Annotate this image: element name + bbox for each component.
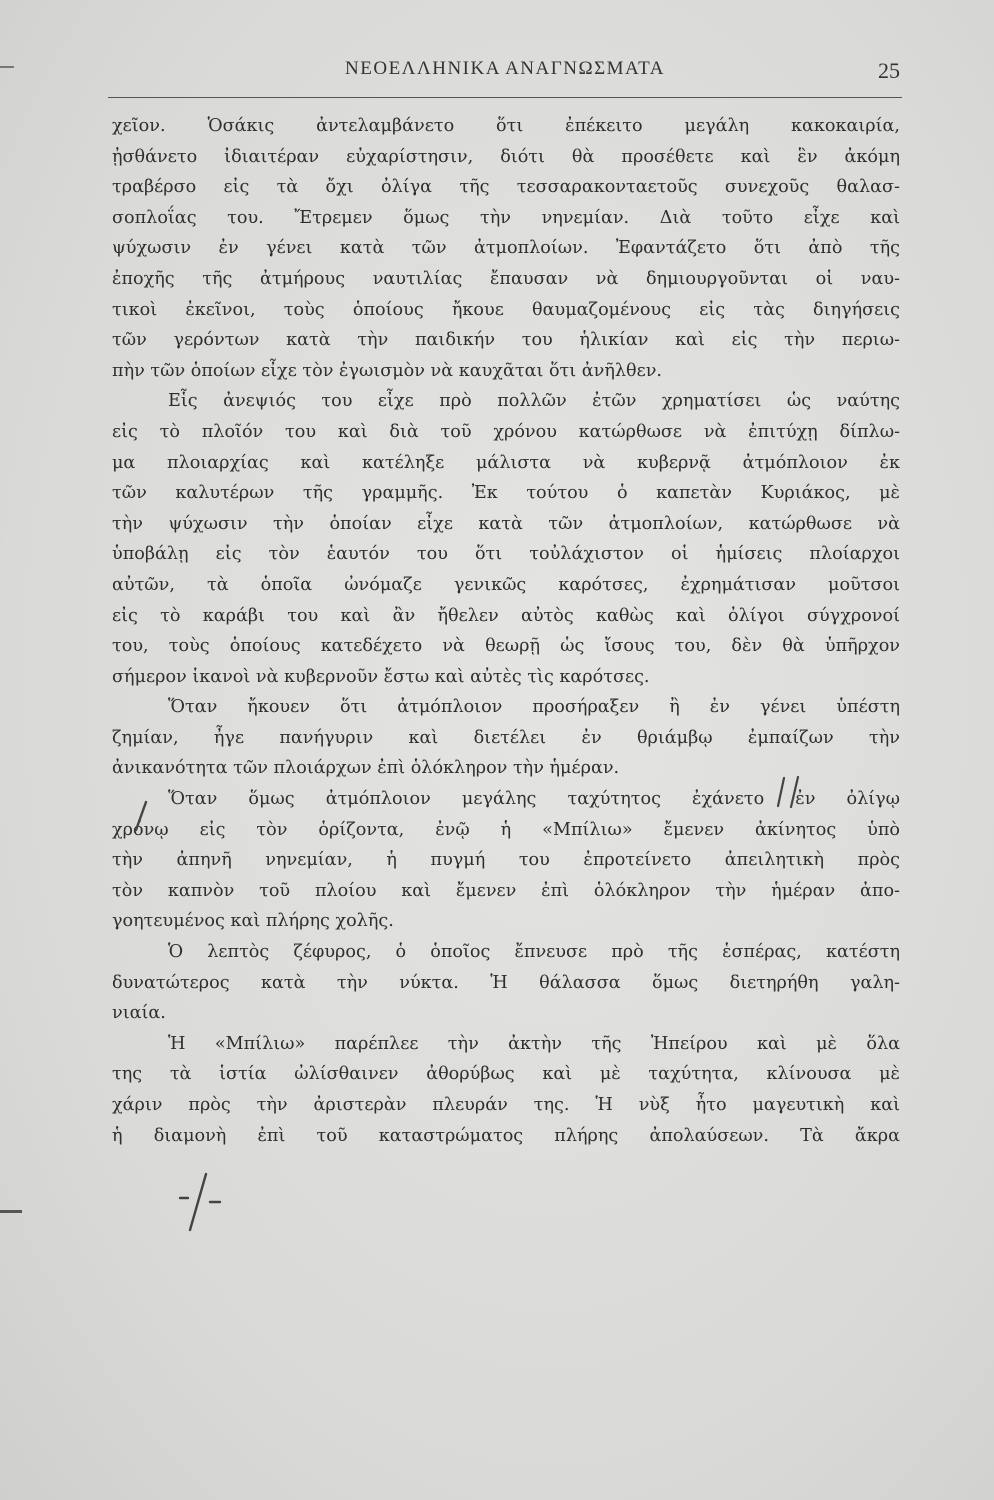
binding-edge-mark: [0, 1210, 22, 1213]
text-line: τὸν καπνὸν τοῦ πλοίου καὶ ἔμενεν ἐπὶ ὁλόκληρον τὴν ἡμέραν ἀπο-: [112, 880, 900, 901]
page-header: [110, 58, 900, 88]
text-line: της τὰ ἱστία ὠλίσθαινεν ἀθορύβως καὶ μὲ ταχύτητα, κλίνουσα μὲ: [112, 1064, 900, 1085]
binding-edge-mark: [0, 66, 14, 68]
text-line: γοητευμένος καὶ πλήρης χολῆς.: [112, 911, 394, 932]
text-line: τικοὶ ἐκεῖνοι, τοὺς ὁποίους ἤκουε θαυμαζομένους εἰς τὰς διηγήσεις: [112, 299, 900, 320]
header-rule: [108, 97, 902, 98]
body-text: [112, 111, 900, 1151]
text-line: ἐποχῆς τῆς ἀτμήρους ναυτιλίας ἔπαυσαν νὰ δημιουργοῦνται οἱ ναυ-: [112, 268, 900, 289]
text-line: ἀνικανότητα τῶν πλοιάρχων ἐπὶ ὁλόκληρον τὴν ἡμέραν.: [112, 758, 620, 779]
pen-mark-slash-2: [126, 800, 166, 834]
text-line: νιαία.: [112, 1003, 166, 1024]
text-line: του, τοὺς ὁποίους κατεδέχετο νὰ θεωρῇ ὡς ἴσους του, δὲν θὰ ὑπῆρχον: [112, 636, 900, 657]
text-line: τῶν γερόντων κατὰ τὴν παιδικήν του ἡλικίαν καὶ εἰς τὴν περιω-: [112, 330, 900, 351]
text-line: τραβέρσο εἰς τὰ ὄχι ὀλίγα τῆς τεσσαρακονταετοῦς συνεχοῦς θαλασ-: [112, 177, 900, 198]
text-line: ψύχωσιν ἐν γένει κατὰ τῶν ἀτμοπλοίων. Ἐφαντάζετο ὅτι ἀπὸ τῆς: [112, 238, 900, 259]
text-line: τὴν ψύχωσιν τὴν ὁποίαν εἶχε κατὰ τῶν ἀτμοπλοίων, κατώρθωσε νὰ: [112, 513, 900, 534]
text-line: τὴν ἀπηνῆ νηνεμίαν, ἡ πυγμή του ἐπροτείνετο ἀπειλητικὴ πρὸς: [112, 850, 900, 871]
text-line: Εἷς ἀνεψιός του εἶχε πρὸ πολλῶν ἐτῶν χρηματίσει ὡς ναύτης: [168, 391, 900, 412]
text-line: εἰς τὸ πλοῖόν του καὶ διὰ τοῦ χρόνου κατώρθωσε νὰ ἐπιτύχῃ δίπλω-: [112, 421, 900, 442]
text-line: σοπλοΐας του. Ἔτρεμεν ὅμως τὴν νηνεμίαν. Διὰ τοῦτο εἶχε καὶ: [112, 207, 900, 228]
text-line: χρόνῳ εἰς τὸν ὁρίζοντα, ἐνῷ ἡ «Μπίλιω» ἔμενεν ἀκίνητος ὑπὸ: [112, 819, 900, 840]
text-line: ὑποβάλῃ εἰς τὸν ἑαυτόν του ὅτι τοὐλάχιστον οἱ ἡμίσεις πλοίαρχοι: [112, 544, 900, 565]
text-line: ζημίαν, ἦγε πανήγυριν καὶ διετέλει ἐν θριάμβῳ ἐμπαίζων τὴν: [112, 727, 900, 748]
text-line: μα πλοιαρχίας καὶ κατέληξε μάλιστα νὰ κυβερνᾷ ἀτμόπλοιον ἐκ: [112, 452, 900, 473]
text-line: σήμερον ἱκανοὶ νὰ κυβερνοῦν ἔστω καὶ αὐτὲς τὶς καρότσες.: [112, 666, 650, 687]
text-line: χεῖον. Ὁσάκις ἀντελαμβάνετο ὅτι ἐπέκειτο μεγάλη κακοκαιρία,: [112, 116, 900, 136]
text-line: Ὅταν ἤκουεν ὅτι ἀτμόπλοιον προσήραξεν ἢ ἐν γένει ὑπέστη: [168, 697, 900, 718]
text-line: εἰς τὸ καράβι του καὶ ἂν ἤθελεν αὐτὸς καθὼς καὶ ὀλίγοι σύγχρονοί: [112, 605, 900, 626]
text-line: Ἡ «Μπίλιω» παρέπλεε τὴν ἀκτὴν τῆς Ἠπείρου καὶ μὲ ὅλα: [168, 1033, 900, 1054]
text-line: ἡ διαμονὴ ἐπὶ τοῦ καταστρώματος πλήρης ἀπολαύσεων. Τὰ ἄκρα: [112, 1125, 900, 1146]
text-line: Ὁ λεπτὸς ζέφυρος, ὁ ὁποῖος ἔπνευσε πρὸ τῆς ἑσπέρας, κατέστη: [168, 942, 900, 963]
text-line: δυνατώτερος κατὰ τὴν νύκτα. Ἡ θάλασσα ὅμως διετηρήθη γαλη-: [112, 972, 900, 993]
text-line: χάριν πρὸς τὴν ἀριστερὰν πλευράν της. Ἡ νὺξ ἦτο μαγευτικὴ καὶ: [112, 1095, 900, 1115]
pen-mark-slash-1: [772, 776, 812, 810]
page-number: 25: [878, 58, 900, 83]
text-line: ᾐσθάνετο ἰδιαιτέραν εὐχαρίστησιν, διότι θὰ προσέθετε καὶ ἓν ἀκόμη: [112, 146, 900, 167]
text-line: πὴν τῶν ὁποίων εἶχε τὸν ἐγωισμὸν νὰ καυχᾶται ὅτι ἀνῆλθεν.: [112, 360, 663, 381]
pen-mark-slash-3: [176, 1168, 226, 1238]
running-title: ΝΕΟΕΛΛΗΝΙΚΑ ΑΝΑΓΝΩΣΜΑΤΑ: [345, 58, 665, 79]
text-line: Ὅταν ὅμως ἀτμόπλοιον μεγάλης ταχύτητος ἐχάνετο ἐν ὀλίγῳ: [168, 789, 900, 810]
text-line: αὐτῶν, τὰ ὁποῖα ὠνόμαζε γενικῶς καρότσες, ἐχρημάτισαν μοῦτσοι: [112, 574, 900, 595]
text-line: τῶν καλυτέρων τῆς γραμμῆς. Ἐκ τούτου ὁ καπετὰν Κυριάκος, μὲ: [112, 483, 900, 504]
